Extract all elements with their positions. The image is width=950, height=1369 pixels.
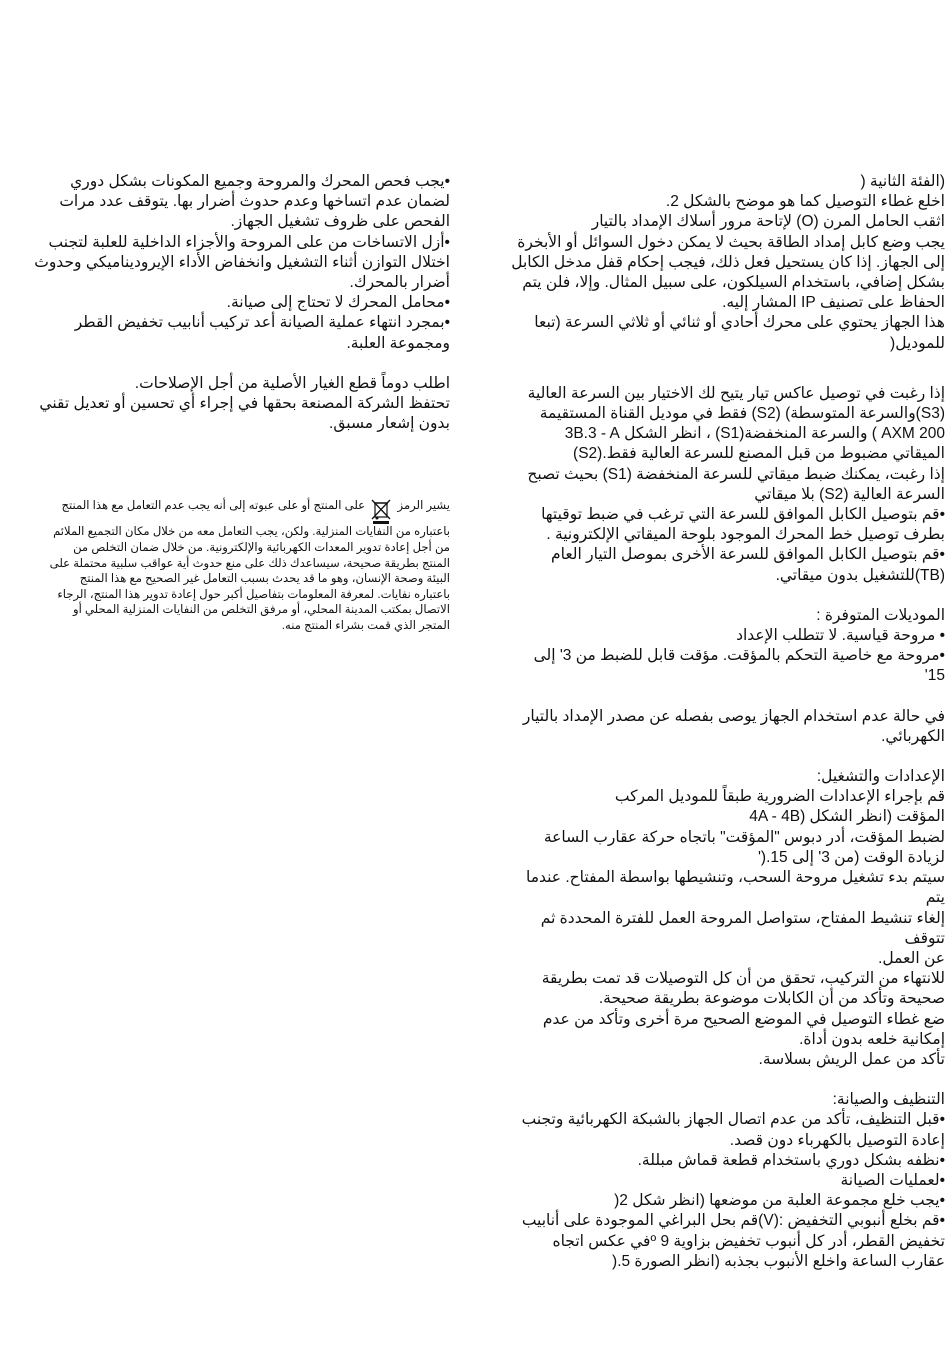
right-block-1 bbox=[508, 172, 945, 354]
text-line: تحتفظ الشركة المصنعة بحقها في إجراء أي تحسين أو تعديل تقني bbox=[39, 395, 450, 413]
text-line: للموديل( bbox=[890, 334, 945, 352]
text-line: •قم بتوصيل الكابل الموافق للسرعة الأخرى بموصل التيار العام bbox=[551, 546, 945, 564]
text-line: اختلال التوازن أثناء التشغيل وانخفاض الأداء الإيروديناميكي وحدوث bbox=[34, 253, 450, 271]
weee-line: المنتج بطريقة صحيحة، سيساعدك ذلك على منع حدوث أية عواقب سلبية محتملة على bbox=[49, 556, 450, 570]
weee-line: الاتصال بمكتب المدينة المحلي، أو مرفق التخلص من النفايات المنزلية المحلي أو bbox=[72, 603, 450, 617]
text-line: •نظفه بشكل دوري باستخدام قطعة قماش مبللة. bbox=[637, 1151, 945, 1169]
text-line: •لعمليات الصيانة bbox=[840, 1171, 945, 1189]
text-line: •محامل المحرك لا تحتاج إلى صيانة. bbox=[226, 294, 450, 312]
text-line: ومجموعة العلبة. bbox=[346, 334, 450, 352]
left-block-1 bbox=[10, 172, 450, 354]
weee-text-b: على المنتج أو على عبوته إلى أنه يجب عدم التعامل مع هذا المنتج bbox=[61, 499, 366, 513]
text-line: للانتهاء من التركيب، تحقق من أن كل التوصيلات قد تمت بطريقة bbox=[541, 970, 945, 988]
text-line: لزيادة الوقت (من 3' إلى 15.(' bbox=[757, 848, 945, 866]
text-line: لضبط المؤقت، أدر دبوس "المؤقت" باتجاه حركة عقارب الساعة bbox=[543, 828, 945, 846]
text-line: يجب وضع كابل إمداد الطاقة بحيث لا يمكن دخول السوائل أو الأبخرة bbox=[517, 233, 945, 251]
weee-line: من أجل إعادة تدوير المعدات الكهربائية والإلكترونية. من خلال ضمان التخلص من bbox=[73, 541, 450, 555]
text-line: (TB)للتشغيل بدون ميقاتي. bbox=[775, 566, 945, 584]
right-block-4 bbox=[508, 707, 945, 747]
left-block-2 bbox=[10, 374, 450, 435]
weee-line: باعتباره نفايات. لمعرفة المعلومات بتفاصيل أكبر حول إعادة تدوير هذا المنتج، الرجاء bbox=[57, 587, 450, 601]
text-line: •قم بخلع أنبوبي التخفيض :(V)قم بحل البراغي الموجودة على أنابيب bbox=[521, 1212, 945, 1230]
text-line: سيتم بدء تشغيل مروحة السحب، وتنشيطها بواسطة المفتاح. عندما يتم bbox=[525, 869, 945, 907]
weee-line: البيئة وصحة الإنسان، وهو ما قد يحدث بسبب التعامل غير الصحيح مع هذا المنتج bbox=[79, 572, 450, 586]
text-line: اخلع غطاء التوصيل كما هو موضح بالشكل 2. bbox=[665, 193, 945, 211]
text-line: لضمان عدم اتساخها وعدم حدوث أضرار بها. يتوقف عدد مرات bbox=[59, 193, 450, 211]
text-line: اطلب دوماً قطع الغيار الأصلية من أجل الإصلاحات. bbox=[134, 374, 450, 392]
text-line: الحفاظ على تصنيف IP المشار إليه. bbox=[722, 294, 945, 312]
text-line: (S3)والسرعة المتوسطة) (S2) فقط في موديل القناة المستقيمة bbox=[539, 405, 945, 423]
text-line: صحيحة وتأكد من أن الكابلات موضوعة بطريقة صحيحة. bbox=[598, 990, 945, 1008]
right-column bbox=[508, 172, 945, 1272]
text-line: تخفيض القطر، أدر كل أنبوب تخفيض بزاوية 9 ºفي عكس اتجاه bbox=[552, 1232, 945, 1250]
text-line: عن العمل. bbox=[878, 949, 945, 967]
text-line: هذا الجهاز يحتوي على محرك أحادي أو ثنائي أو ثلاثي السرعة (تبعا bbox=[534, 314, 945, 332]
weee-lines bbox=[10, 524, 450, 633]
text-line: عقارب الساعة واخلع الأنبوب بجذبه (انظر الصورة 5.( bbox=[612, 1252, 945, 1270]
text-line: ضع غطاء التوصيل في الموضع الصحيح مرة أخرى وتأكد من عدم bbox=[542, 1010, 945, 1028]
text-line: أضرار بالمحرك. bbox=[349, 274, 450, 292]
weee-line-first bbox=[10, 498, 450, 524]
text-line: AXM 200 ) والسرعة المنخفضة(S1) ، انظر الشكل 3B.3 - A bbox=[564, 425, 945, 443]
right-block-3 bbox=[508, 606, 945, 687]
cleaning-heading: التنظيف والصيانة: bbox=[832, 1091, 945, 1109]
text-line: •يجب فحص المحرك والمروحة وجميع المكونات بشكل دوري bbox=[70, 173, 450, 190]
text-line: •أزل الاتساخات من على المروحة والأجزاء الداخلية للعلبة لتجنب bbox=[48, 233, 450, 251]
weee-text-a: يشير الرمز bbox=[397, 499, 450, 513]
right-block-6 bbox=[508, 1110, 945, 1272]
right-block-2 bbox=[508, 384, 945, 586]
text-line: اثقب الحامل المرن (O) لإتاحة مرور أسلاك الإمداد بالتيار bbox=[591, 213, 945, 231]
text-line: الميقاتي مضبوط من قبل المصنع للسرعة العالية فقط.(S2) bbox=[573, 445, 945, 463]
weee-line: باعتباره من النفايات المنزلية. ولكن، يجب التعامل معه من خلال مكان التجميع الملائم bbox=[53, 525, 450, 539]
text-line: إذا رغبت في توصيل عاكس تيار يتيح لك الاختيار بين السرعة العالية bbox=[527, 384, 945, 402]
weee-line: المتجر الذي قمت بشراء المنتج منه. bbox=[281, 619, 450, 632]
text-line: •بمجرد انتهاء عملية الصيانة أعد تركيب أنابيب تخفيض القطر bbox=[74, 314, 450, 332]
text-line: بشكل إضافي، باستخدام السيلكون، على سبيل المثال. وإلا، فلن يتم bbox=[522, 274, 945, 292]
crossed-out-wheelie-bin-icon bbox=[371, 498, 391, 524]
text-line: 15' bbox=[924, 667, 945, 685]
text-line: في حالة عدم استخدام الجهاز يوصى بفصله عن مصدر الإمداد بالتيار bbox=[522, 707, 945, 725]
right-block-5 bbox=[508, 787, 945, 1070]
text-line: بدون إشعار مسبق. bbox=[329, 415, 450, 433]
text-line: •قم بتوصيل الكابل الموافق للسرعة التي ترغب في ضبط توقيتها bbox=[541, 506, 945, 524]
text-line: تأكد من عمل الريش بسلاسة. bbox=[758, 1050, 945, 1068]
text-line: الموديلات المتوفرة : bbox=[816, 606, 945, 624]
text-line: • مروحة قياسية. لا تتطلب الإعداد bbox=[736, 627, 945, 645]
text-line: •يجب خلع مجموعة العلبة من موضعها (انظر شكل 2( bbox=[614, 1192, 945, 1210]
text-line: (الفئة الثانية ( bbox=[860, 173, 945, 190]
text-line: إمكانية خلعه بدون أداة. bbox=[799, 1030, 945, 1048]
text-line: •قبل التنظيف، تأكد من عدم اتصال الجهاز بالشبكة الكهربائية وتجنب bbox=[521, 1111, 945, 1129]
settings-heading: الإعدادات والتشغيل: bbox=[816, 768, 945, 786]
text-line: السرعة العالية (S2) بلا ميقاتي bbox=[754, 485, 945, 503]
text-line: الكهربائي. bbox=[881, 727, 945, 745]
text-line: إعادة التوصيل بالكهرباء دون قصد. bbox=[729, 1131, 945, 1149]
weee-notice bbox=[10, 498, 450, 633]
text-line: إذا رغبت، يمكنك ضبط ميقاتي للسرعة المنخفضة (S1) بحيث تصبح bbox=[527, 465, 945, 483]
text-line: قم بإجراء الإعدادات الضرورية طبقاً للموديل المركب bbox=[614, 788, 945, 806]
text-line: •مروحة مع خاصية التحكم بالمؤقت. مؤقت قابل للضبط من 3' إلى bbox=[533, 647, 945, 665]
text-line: المؤقت (انظر الشكل (4A - 4B bbox=[749, 808, 945, 826]
text-line: إلى الجهاز. إذا كان يستحيل فعل ذلك، فيجب إحكام قفل مدخل الكابل bbox=[511, 253, 945, 271]
left-column bbox=[10, 172, 450, 634]
text-line: إلغاء تنشيط المفتاح، ستواصل المروحة العمل للفترة المحددة ثم تتوقف bbox=[540, 909, 945, 947]
text-line: بطرف توصيل خط المحرك الموجود بلوحة الميقاتي الإلكترونية . bbox=[546, 526, 945, 544]
text-line: الفحص على ظروف تشغيل الجهاز. bbox=[230, 213, 450, 231]
